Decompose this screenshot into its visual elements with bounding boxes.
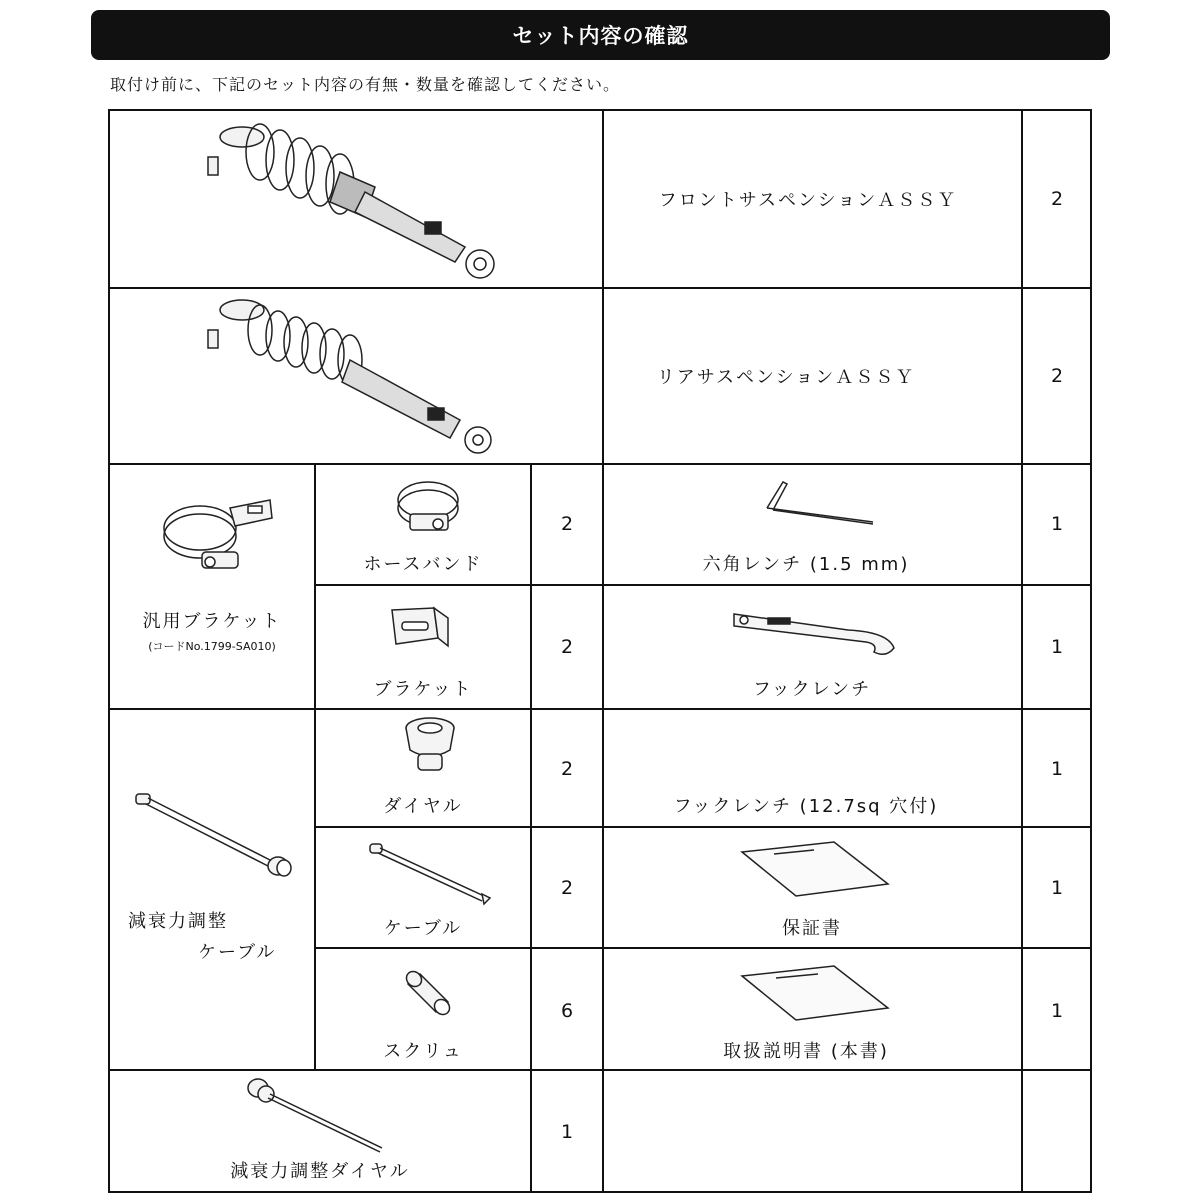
bracket-illustration — [388, 604, 454, 654]
universal-bracket-label: 汎用ブラケット — [142, 611, 282, 632]
universal-bracket-illustration — [160, 488, 280, 580]
cable-name: ケーブル — [383, 918, 463, 939]
hex-wrench-name: 六角レンチ (1.5 mm) — [702, 554, 910, 575]
bracket-name: ブラケット — [373, 679, 473, 700]
front-suspension-illustration — [200, 112, 510, 287]
universal-bracket-code: (コードNo.1799-SA010) — [148, 640, 276, 653]
damping-cable-illustration — [130, 786, 295, 882]
damping-cable-label-line1: 減衰力調整 — [128, 911, 228, 932]
damping-cable-label-line2: ケーブル — [198, 942, 277, 963]
hose-band-qty: 2 — [560, 513, 574, 535]
hex-wrench-qty: 1 — [1050, 513, 1064, 535]
front-suspension-qty: 2 — [1050, 188, 1064, 210]
screw-qty: 6 — [560, 1000, 574, 1022]
rear-suspension-qty: 2 — [1050, 365, 1064, 387]
screw-illustration — [402, 972, 454, 1020]
dial-illustration — [400, 714, 460, 778]
section-title: セット内容の確認 — [512, 24, 689, 48]
hook-wrench-qty: 1 — [1050, 636, 1064, 658]
intro-text: 取付け前に、下記のセット内容の有無・数量を確認してください。 — [110, 75, 621, 94]
hook-wrench-name: フックレンチ — [752, 679, 872, 700]
bracket-qty: 2 — [560, 636, 574, 658]
dial-name: ダイヤル — [383, 796, 463, 817]
damping-adjust-dial-qty: 1 — [560, 1121, 574, 1143]
damping-adjust-dial-name: 減衰力調整ダイヤル — [230, 1161, 410, 1182]
hook-wrench-sq-qty: 1 — [1050, 758, 1064, 780]
rear-suspension-illustration — [200, 290, 510, 462]
hex-wrench-illustration — [755, 478, 880, 528]
manual-name: 取扱説明書 (本書) — [723, 1041, 889, 1062]
dial-qty: 2 — [560, 758, 574, 780]
warranty-name: 保証書 — [782, 918, 842, 939]
hook-wrench-illustration — [728, 604, 900, 658]
hose-band-illustration — [392, 474, 472, 536]
cable-qty: 2 — [560, 877, 574, 899]
hose-band-name: ホースバンド — [363, 554, 483, 575]
warranty-qty: 1 — [1050, 877, 1064, 899]
warranty-illustration — [738, 838, 893, 900]
cable-illustration — [366, 838, 496, 908]
hook-wrench-sq-name: フックレンチ (12.7sq 穴付) — [673, 796, 939, 817]
front-suspension-name: フロントサスペンションＡＳＳＹ — [658, 190, 958, 211]
screw-name: スクリュ — [383, 1041, 463, 1062]
manual-illustration — [738, 962, 893, 1024]
rear-suspension-name: リアサスペンションＡＳＳＹ — [656, 367, 916, 388]
manual-qty: 1 — [1050, 1000, 1064, 1022]
damping-adjust-dial-illustration — [244, 1076, 389, 1156]
